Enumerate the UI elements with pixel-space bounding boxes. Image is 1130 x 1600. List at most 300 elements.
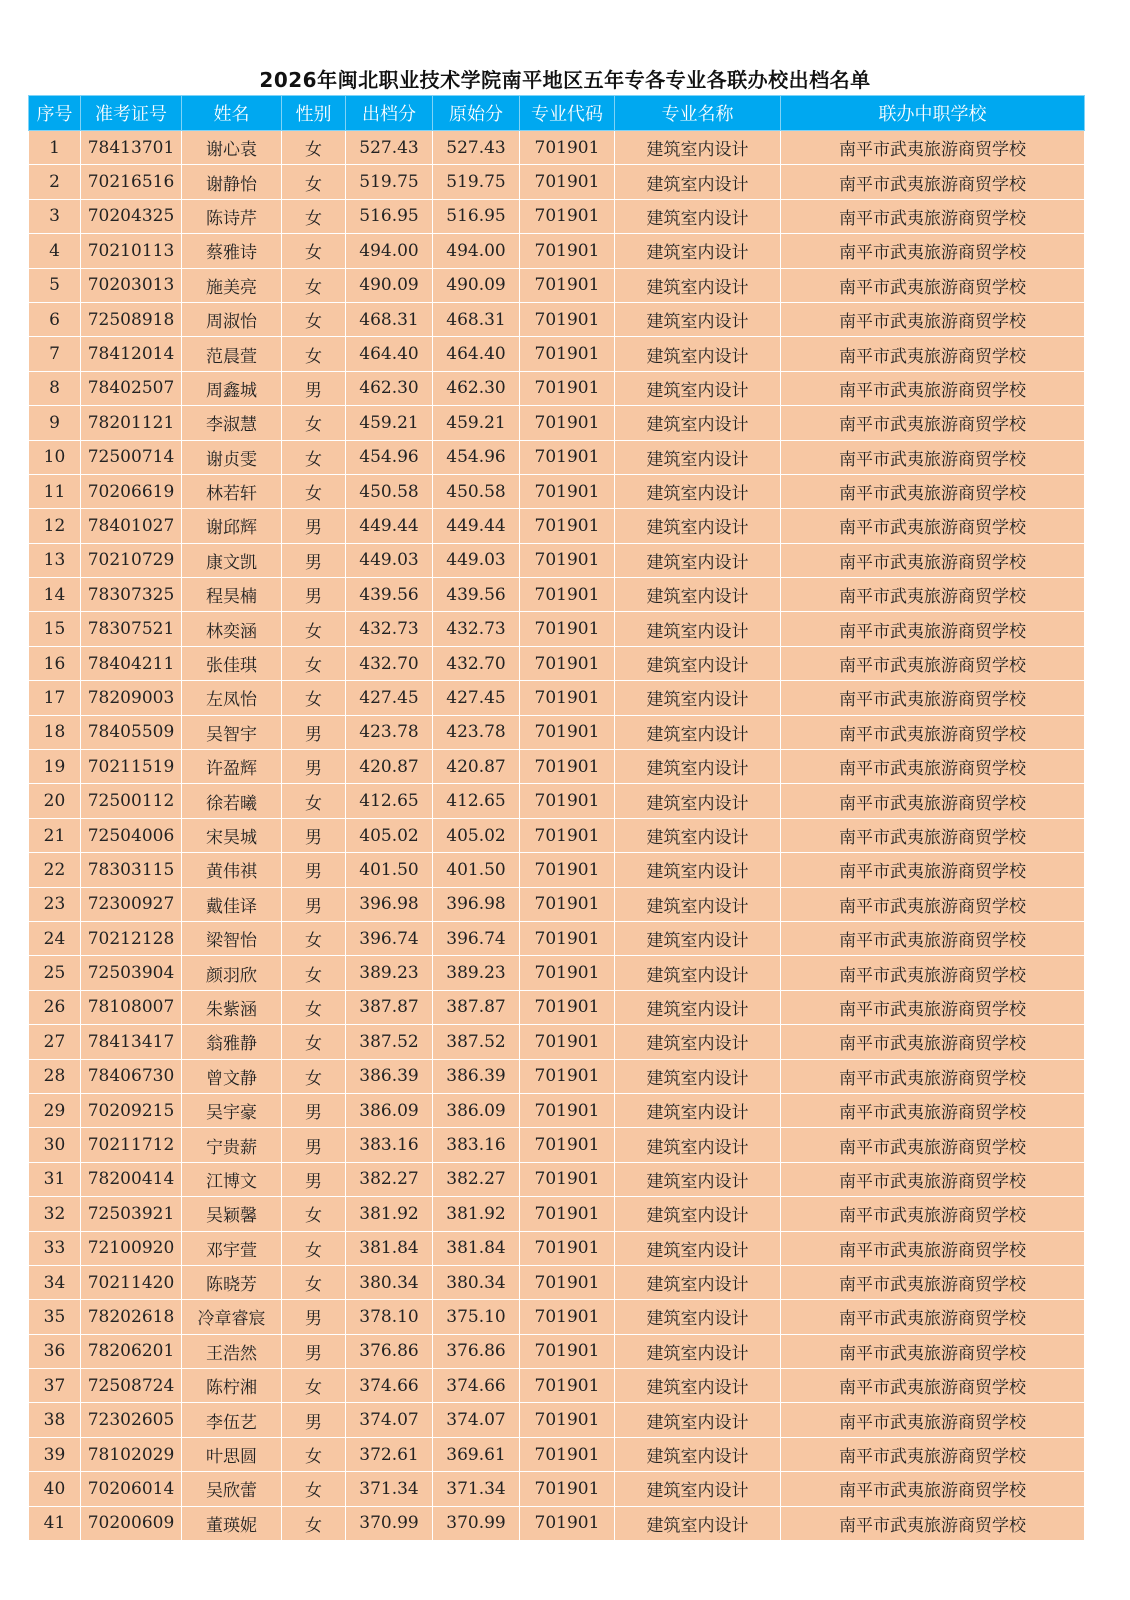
cell-raw-score: 468.31 [433, 302, 520, 336]
cell-school: 南平市武夷旅游商贸学校 [781, 578, 1085, 612]
cell-gender: 女 [282, 1472, 346, 1506]
cell-exam-id: 70203013 [81, 268, 182, 302]
column-header-gender: 性别 [282, 96, 346, 131]
cell-school: 南平市武夷旅游商贸学校 [781, 990, 1085, 1024]
cell-admission-score: 372.61 [346, 1437, 433, 1471]
table-row [29, 268, 1085, 302]
column-header-exam-id: 准考证号 [81, 96, 182, 131]
table-row [29, 921, 1085, 955]
cell-admission-score: 427.45 [346, 681, 433, 715]
cell-gender: 女 [282, 1506, 346, 1540]
cell-exam-id: 72500112 [81, 784, 182, 818]
cell-admission-score: 374.66 [346, 1369, 433, 1403]
cell-admission-score: 432.73 [346, 612, 433, 646]
cell-exam-id: 70204325 [81, 199, 182, 233]
cell-admission-score: 459.21 [346, 406, 433, 440]
table-row [29, 1231, 1085, 1265]
cell-major-code: 701901 [520, 681, 615, 715]
cell-index: 32 [29, 1197, 81, 1231]
cell-school: 南平市武夷旅游商贸学校 [781, 715, 1085, 749]
table-row [29, 1300, 1085, 1334]
cell-school: 南平市武夷旅游商贸学校 [781, 440, 1085, 474]
cell-major-name: 建筑室内设计 [615, 1162, 781, 1196]
cell-gender: 男 [282, 818, 346, 852]
cell-school: 南平市武夷旅游商贸学校 [781, 302, 1085, 336]
cell-major-code: 701901 [520, 1025, 615, 1059]
cell-exam-id: 72300927 [81, 887, 182, 921]
cell-raw-score: 369.61 [433, 1437, 520, 1471]
cell-name: 蔡雅诗 [182, 234, 282, 268]
cell-admission-score: 381.84 [346, 1231, 433, 1265]
cell-name: 冷章睿宸 [182, 1300, 282, 1334]
cell-school: 南平市武夷旅游商贸学校 [781, 853, 1085, 887]
cell-index: 14 [29, 578, 81, 612]
table-row [29, 165, 1085, 199]
cell-major-code: 701901 [520, 990, 615, 1024]
cell-major-code: 701901 [520, 715, 615, 749]
cell-gender: 女 [282, 1369, 346, 1403]
cell-exam-id: 72504006 [81, 818, 182, 852]
cell-index: 15 [29, 612, 81, 646]
cell-exam-id: 78303115 [81, 853, 182, 887]
column-header-admission-score: 出档分 [346, 96, 433, 131]
cell-exam-id: 78405509 [81, 715, 182, 749]
cell-major-name: 建筑室内设计 [615, 715, 781, 749]
cell-major-code: 701901 [520, 509, 615, 543]
cell-index: 16 [29, 646, 81, 680]
table-row [29, 1334, 1085, 1368]
cell-gender: 女 [282, 1437, 346, 1471]
cell-major-code: 701901 [520, 302, 615, 336]
cell-raw-score: 454.96 [433, 440, 520, 474]
cell-raw-score: 405.02 [433, 818, 520, 852]
cell-major-code: 701901 [520, 1472, 615, 1506]
cell-index: 9 [29, 406, 81, 440]
cell-name: 徐若曦 [182, 784, 282, 818]
cell-admission-score: 396.74 [346, 921, 433, 955]
cell-major-name: 建筑室内设计 [615, 1231, 781, 1265]
cell-index: 24 [29, 921, 81, 955]
cell-admission-score: 386.09 [346, 1093, 433, 1127]
cell-school: 南平市武夷旅游商贸学校 [781, 1472, 1085, 1506]
table-row [29, 406, 1085, 440]
cell-major-name: 建筑室内设计 [615, 268, 781, 302]
cell-index: 25 [29, 956, 81, 990]
cell-school: 南平市武夷旅游商贸学校 [781, 337, 1085, 371]
column-header-school: 联办中职学校 [781, 96, 1085, 131]
cell-admission-score: 376.86 [346, 1334, 433, 1368]
cell-major-name: 建筑室内设计 [615, 234, 781, 268]
cell-admission-score: 412.65 [346, 784, 433, 818]
table-row [29, 1197, 1085, 1231]
cell-exam-id: 70209215 [81, 1093, 182, 1127]
cell-index: 39 [29, 1437, 81, 1471]
cell-gender: 女 [282, 234, 346, 268]
table-row [29, 887, 1085, 921]
cell-raw-score: 371.34 [433, 1472, 520, 1506]
page-title: 2026年闽北职业技术学院南平地区五年专各专业各联办校出档名单 [259, 68, 871, 92]
cell-gender: 女 [282, 784, 346, 818]
cell-major-name: 建筑室内设计 [615, 337, 781, 371]
cell-major-code: 701901 [520, 921, 615, 955]
cell-major-code: 701901 [520, 1437, 615, 1471]
cell-school: 南平市武夷旅游商贸学校 [781, 1197, 1085, 1231]
cell-raw-score: 459.21 [433, 406, 520, 440]
cell-exam-id: 70211712 [81, 1128, 182, 1162]
cell-name: 施美亮 [182, 268, 282, 302]
table-row [29, 131, 1085, 165]
cell-school: 南平市武夷旅游商贸学校 [781, 1437, 1085, 1471]
cell-major-code: 701901 [520, 131, 615, 165]
cell-major-name: 建筑室内设计 [615, 371, 781, 405]
cell-exam-id: 70216516 [81, 165, 182, 199]
cell-admission-score: 423.78 [346, 715, 433, 749]
table-row [29, 1162, 1085, 1196]
cell-school: 南平市武夷旅游商贸学校 [781, 1265, 1085, 1299]
cell-exam-id: 72500714 [81, 440, 182, 474]
cell-raw-score: 387.52 [433, 1025, 520, 1059]
cell-index: 31 [29, 1162, 81, 1196]
cell-index: 36 [29, 1334, 81, 1368]
cell-exam-id: 78413701 [81, 131, 182, 165]
cell-raw-score: 382.27 [433, 1162, 520, 1196]
cell-gender: 女 [282, 1197, 346, 1231]
cell-school: 南平市武夷旅游商贸学校 [781, 1369, 1085, 1403]
cell-name: 谢贞雯 [182, 440, 282, 474]
column-header-index: 序号 [29, 96, 81, 131]
column-header-major-name: 专业名称 [615, 96, 781, 131]
cell-major-name: 建筑室内设计 [615, 440, 781, 474]
cell-gender: 女 [282, 474, 346, 508]
cell-admission-score: 386.39 [346, 1059, 433, 1093]
cell-raw-score: 374.07 [433, 1403, 520, 1437]
cell-name: 董瑛妮 [182, 1506, 282, 1540]
cell-exam-id: 78307521 [81, 612, 182, 646]
cell-exam-id: 70206619 [81, 474, 182, 508]
cell-index: 22 [29, 853, 81, 887]
cell-name: 梁智怡 [182, 921, 282, 955]
cell-admission-score: 371.34 [346, 1472, 433, 1506]
cell-name: 李伍艺 [182, 1403, 282, 1437]
cell-school: 南平市武夷旅游商贸学校 [781, 1059, 1085, 1093]
cell-name: 宁贵薪 [182, 1128, 282, 1162]
cell-school: 南平市武夷旅游商贸学校 [781, 681, 1085, 715]
cell-exam-id: 78200414 [81, 1162, 182, 1196]
cell-major-code: 701901 [520, 612, 615, 646]
table-row [29, 509, 1085, 543]
cell-major-code: 701901 [520, 1334, 615, 1368]
cell-index: 41 [29, 1506, 81, 1540]
cell-index: 34 [29, 1265, 81, 1299]
cell-school: 南平市武夷旅游商贸学校 [781, 612, 1085, 646]
cell-admission-score: 381.92 [346, 1197, 433, 1231]
cell-index: 40 [29, 1472, 81, 1506]
cell-exam-id: 78206201 [81, 1334, 182, 1368]
cell-exam-id: 78307325 [81, 578, 182, 612]
cell-gender: 女 [282, 1025, 346, 1059]
cell-admission-score: 420.87 [346, 750, 433, 784]
cell-index: 30 [29, 1128, 81, 1162]
cell-raw-score: 381.84 [433, 1231, 520, 1265]
cell-school: 南平市武夷旅游商贸学校 [781, 1231, 1085, 1265]
cell-gender: 女 [282, 337, 346, 371]
cell-major-code: 701901 [520, 1369, 615, 1403]
cell-raw-score: 427.45 [433, 681, 520, 715]
cell-raw-score: 527.43 [433, 131, 520, 165]
cell-raw-score: 381.92 [433, 1197, 520, 1231]
cell-major-name: 建筑室内设计 [615, 1265, 781, 1299]
cell-major-code: 701901 [520, 1300, 615, 1334]
cell-admission-score: 449.44 [346, 509, 433, 543]
cell-name: 吴欣蕾 [182, 1472, 282, 1506]
cell-index: 21 [29, 818, 81, 852]
cell-exam-id: 70212128 [81, 921, 182, 955]
cell-name: 程昊楠 [182, 578, 282, 612]
cell-name: 翁雅静 [182, 1025, 282, 1059]
cell-school: 南平市武夷旅游商贸学校 [781, 474, 1085, 508]
cell-major-code: 701901 [520, 956, 615, 990]
cell-name: 陈诗芹 [182, 199, 282, 233]
cell-gender: 男 [282, 853, 346, 887]
cell-major-name: 建筑室内设计 [615, 1334, 781, 1368]
cell-major-code: 701901 [520, 337, 615, 371]
cell-admission-score: 370.99 [346, 1506, 433, 1540]
cell-admission-score: 432.70 [346, 646, 433, 680]
cell-index: 23 [29, 887, 81, 921]
cell-exam-id: 78401027 [81, 509, 182, 543]
cell-gender: 男 [282, 1093, 346, 1127]
cell-major-name: 建筑室内设计 [615, 1437, 781, 1471]
cell-major-name: 建筑室内设计 [615, 1506, 781, 1540]
cell-major-code: 701901 [520, 165, 615, 199]
cell-school: 南平市武夷旅游商贸学校 [781, 234, 1085, 268]
cell-raw-score: 396.98 [433, 887, 520, 921]
cell-major-code: 701901 [520, 1162, 615, 1196]
cell-major-name: 建筑室内设计 [615, 302, 781, 336]
cell-major-code: 701901 [520, 371, 615, 405]
cell-admission-score: 464.40 [346, 337, 433, 371]
cell-gender: 女 [282, 1231, 346, 1265]
table-row [29, 1472, 1085, 1506]
cell-major-name: 建筑室内设计 [615, 1093, 781, 1127]
cell-exam-id: 78402507 [81, 371, 182, 405]
cell-exam-id: 70211519 [81, 750, 182, 784]
cell-exam-id: 78406730 [81, 1059, 182, 1093]
cell-gender: 女 [282, 199, 346, 233]
cell-index: 28 [29, 1059, 81, 1093]
table-row [29, 990, 1085, 1024]
cell-exam-id: 72302605 [81, 1403, 182, 1437]
cell-name: 朱紫涵 [182, 990, 282, 1024]
cell-name: 范晨萱 [182, 337, 282, 371]
cell-gender: 女 [282, 681, 346, 715]
cell-exam-id: 78412014 [81, 337, 182, 371]
cell-index: 1 [29, 131, 81, 165]
cell-raw-score: 370.99 [433, 1506, 520, 1540]
table-row [29, 853, 1085, 887]
cell-index: 18 [29, 715, 81, 749]
cell-major-name: 建筑室内设计 [615, 646, 781, 680]
cell-major-code: 701901 [520, 646, 615, 680]
cell-index: 5 [29, 268, 81, 302]
cell-major-code: 701901 [520, 818, 615, 852]
cell-gender: 女 [282, 406, 346, 440]
cell-gender: 女 [282, 956, 346, 990]
table-row [29, 612, 1085, 646]
cell-name: 吴智宇 [182, 715, 282, 749]
cell-exam-id: 70211420 [81, 1265, 182, 1299]
cell-raw-score: 387.87 [433, 990, 520, 1024]
cell-major-code: 701901 [520, 1197, 615, 1231]
cell-major-name: 建筑室内设计 [615, 921, 781, 955]
cell-major-code: 701901 [520, 750, 615, 784]
cell-major-name: 建筑室内设计 [615, 131, 781, 165]
cell-exam-id: 78202618 [81, 1300, 182, 1334]
cell-gender: 男 [282, 578, 346, 612]
cell-gender: 女 [282, 165, 346, 199]
table-row [29, 1506, 1085, 1540]
cell-major-name: 建筑室内设计 [615, 1369, 781, 1403]
cell-raw-score: 494.00 [433, 234, 520, 268]
cell-gender: 女 [282, 131, 346, 165]
cell-admission-score: 519.75 [346, 165, 433, 199]
cell-raw-score: 386.39 [433, 1059, 520, 1093]
cell-admission-score: 450.58 [346, 474, 433, 508]
cell-name: 颜羽欣 [182, 956, 282, 990]
cell-raw-score: 464.40 [433, 337, 520, 371]
cell-school: 南平市武夷旅游商贸学校 [781, 1334, 1085, 1368]
cell-index: 20 [29, 784, 81, 818]
cell-school: 南平市武夷旅游商贸学校 [781, 131, 1085, 165]
cell-exam-id: 70210729 [81, 543, 182, 577]
cell-raw-score: 462.30 [433, 371, 520, 405]
cell-major-name: 建筑室内设计 [615, 1403, 781, 1437]
cell-major-code: 701901 [520, 1231, 615, 1265]
cell-admission-score: 382.27 [346, 1162, 433, 1196]
cell-name: 曾文静 [182, 1059, 282, 1093]
cell-index: 8 [29, 371, 81, 405]
cell-gender: 男 [282, 1128, 346, 1162]
cell-school: 南平市武夷旅游商贸学校 [781, 199, 1085, 233]
cell-gender: 男 [282, 1403, 346, 1437]
cell-exam-id: 72503921 [81, 1197, 182, 1231]
cell-name: 宋昊城 [182, 818, 282, 852]
cell-index: 35 [29, 1300, 81, 1334]
cell-gender: 女 [282, 440, 346, 474]
cell-exam-id: 72508724 [81, 1369, 182, 1403]
cell-index: 3 [29, 199, 81, 233]
cell-school: 南平市武夷旅游商贸学校 [781, 509, 1085, 543]
cell-raw-score: 376.86 [433, 1334, 520, 1368]
cell-name: 左凤怡 [182, 681, 282, 715]
cell-major-name: 建筑室内设计 [615, 1197, 781, 1231]
table-row [29, 371, 1085, 405]
cell-raw-score: 490.09 [433, 268, 520, 302]
table-header-row [29, 96, 1085, 131]
cell-gender: 女 [282, 302, 346, 336]
cell-gender: 女 [282, 268, 346, 302]
cell-name: 王浩然 [182, 1334, 282, 1368]
cell-major-code: 701901 [520, 887, 615, 921]
cell-index: 2 [29, 165, 81, 199]
cell-gender: 男 [282, 715, 346, 749]
cell-major-code: 701901 [520, 474, 615, 508]
cell-major-name: 建筑室内设计 [615, 853, 781, 887]
cell-major-name: 建筑室内设计 [615, 509, 781, 543]
cell-index: 17 [29, 681, 81, 715]
cell-name: 戴佳译 [182, 887, 282, 921]
cell-exam-id: 70210113 [81, 234, 182, 268]
table-row [29, 1403, 1085, 1437]
cell-name: 叶思圆 [182, 1437, 282, 1471]
cell-school: 南平市武夷旅游商贸学校 [781, 956, 1085, 990]
cell-admission-score: 449.03 [346, 543, 433, 577]
cell-gender: 男 [282, 1334, 346, 1368]
column-header-raw-score: 原始分 [433, 96, 520, 131]
cell-major-name: 建筑室内设计 [615, 681, 781, 715]
table-row [29, 543, 1085, 577]
cell-raw-score: 375.10 [433, 1300, 520, 1334]
table-row [29, 302, 1085, 336]
cell-major-name: 建筑室内设计 [615, 1025, 781, 1059]
cell-name: 江博文 [182, 1162, 282, 1196]
cell-raw-score: 439.56 [433, 578, 520, 612]
cell-name: 谢静怡 [182, 165, 282, 199]
cell-admission-score: 454.96 [346, 440, 433, 474]
cell-major-name: 建筑室内设计 [615, 543, 781, 577]
cell-school: 南平市武夷旅游商贸学校 [781, 165, 1085, 199]
cell-raw-score: 386.09 [433, 1093, 520, 1127]
cell-name: 谢邱辉 [182, 509, 282, 543]
cell-index: 11 [29, 474, 81, 508]
cell-major-code: 701901 [520, 199, 615, 233]
cell-exam-id: 78413417 [81, 1025, 182, 1059]
cell-major-code: 701901 [520, 1093, 615, 1127]
column-header-name: 姓名 [182, 96, 282, 131]
table-row [29, 956, 1085, 990]
cell-major-name: 建筑室内设计 [615, 1472, 781, 1506]
cell-raw-score: 374.66 [433, 1369, 520, 1403]
cell-major-name: 建筑室内设计 [615, 578, 781, 612]
cell-name: 林奕涵 [182, 612, 282, 646]
cell-major-code: 701901 [520, 440, 615, 474]
cell-exam-id: 78209003 [81, 681, 182, 715]
cell-major-name: 建筑室内设计 [615, 1059, 781, 1093]
cell-school: 南平市武夷旅游商贸学校 [781, 1093, 1085, 1127]
cell-major-code: 701901 [520, 1506, 615, 1540]
cell-admission-score: 378.10 [346, 1300, 433, 1334]
table-row [29, 715, 1085, 749]
cell-school: 南平市武夷旅游商贸学校 [781, 750, 1085, 784]
cell-raw-score: 449.03 [433, 543, 520, 577]
table-row [29, 440, 1085, 474]
cell-school: 南平市武夷旅游商贸学校 [781, 887, 1085, 921]
cell-major-name: 建筑室内设计 [615, 199, 781, 233]
table-row [29, 1025, 1085, 1059]
cell-raw-score: 519.75 [433, 165, 520, 199]
cell-major-code: 701901 [520, 1403, 615, 1437]
table-row [29, 1369, 1085, 1403]
table-row [29, 1265, 1085, 1299]
cell-major-name: 建筑室内设计 [615, 165, 781, 199]
cell-gender: 男 [282, 371, 346, 405]
cell-major-code: 701901 [520, 234, 615, 268]
cell-raw-score: 449.44 [433, 509, 520, 543]
table-row [29, 578, 1085, 612]
cell-school: 南平市武夷旅游商贸学校 [781, 1300, 1085, 1334]
cell-major-name: 建筑室内设计 [615, 612, 781, 646]
cell-raw-score: 516.95 [433, 199, 520, 233]
